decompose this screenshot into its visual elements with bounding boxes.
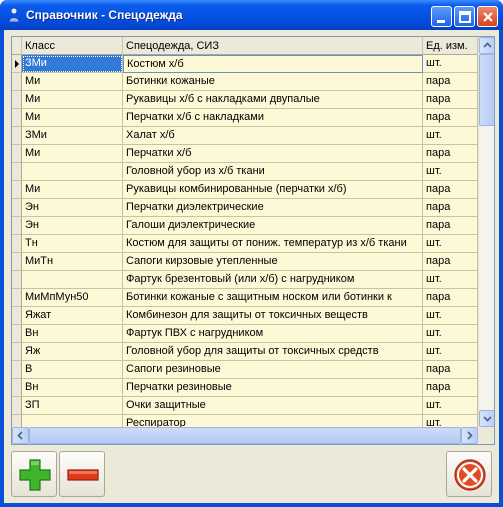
cell-class[interactable]: Ми bbox=[22, 73, 123, 91]
table-row[interactable] bbox=[12, 91, 478, 109]
cell-class[interactable]: Тн bbox=[22, 235, 123, 253]
data-grid[interactable] bbox=[11, 36, 495, 445]
cell-unit[interactable]: пара bbox=[423, 181, 478, 199]
cell-item[interactable]: Головной убор из х/б ткани bbox=[123, 163, 423, 181]
cell-class[interactable]: МиМпМун50 bbox=[22, 289, 123, 307]
cell-unit[interactable]: шт. bbox=[423, 307, 478, 325]
table-row[interactable] bbox=[12, 415, 478, 427]
remove-button[interactable] bbox=[59, 451, 105, 497]
scroll-right-button[interactable] bbox=[461, 427, 478, 444]
cell-unit[interactable]: пара bbox=[423, 361, 478, 379]
row-indicator[interactable] bbox=[12, 361, 22, 379]
cell-unit[interactable]: шт. bbox=[423, 55, 478, 73]
table-row[interactable] bbox=[12, 163, 478, 181]
cell-unit[interactable]: шт. bbox=[423, 415, 478, 427]
cell-item[interactable]: Фартук ПВХ с нагрудником bbox=[123, 325, 423, 343]
row-indicator[interactable] bbox=[12, 199, 22, 217]
row-indicator[interactable] bbox=[12, 307, 22, 325]
cell-item[interactable]: Сапоги кирзовые утепленные bbox=[123, 253, 423, 271]
cell-class[interactable]: Ми bbox=[22, 181, 123, 199]
row-indicator[interactable] bbox=[12, 325, 22, 343]
cell-item[interactable]: Головной убор для защиты от токсичных средств bbox=[123, 343, 423, 361]
add-button[interactable] bbox=[11, 451, 57, 497]
column-header-unit[interactable]: Ед. изм. bbox=[423, 37, 478, 55]
header-indicator-cell bbox=[12, 37, 22, 55]
cell-item[interactable]: Перчатки х/б bbox=[123, 145, 423, 163]
horizontal-scrollbar[interactable] bbox=[12, 427, 478, 444]
table-row[interactable] bbox=[12, 235, 478, 253]
minus-icon bbox=[65, 457, 101, 493]
cell-item[interactable]: Халат х/б bbox=[123, 127, 423, 145]
cell-item[interactable]: Комбинезон для защиты от токсичных веществ bbox=[123, 307, 423, 325]
table-row[interactable] bbox=[12, 217, 478, 235]
close-circle-icon bbox=[452, 457, 488, 493]
table-row[interactable] bbox=[12, 397, 478, 415]
table-row[interactable] bbox=[12, 361, 478, 379]
table-row[interactable] bbox=[12, 127, 478, 145]
cell-class[interactable]: Яж bbox=[22, 343, 123, 361]
cell-unit[interactable]: пара bbox=[423, 73, 478, 91]
close-icon bbox=[478, 7, 499, 28]
row-indicator[interactable] bbox=[12, 55, 22, 73]
table-row[interactable] bbox=[12, 145, 478, 163]
cell-class[interactable]: Вн bbox=[22, 325, 123, 343]
cell-item[interactable]: Респиратор bbox=[123, 415, 423, 427]
window-title: Справочник - Спецодежда bbox=[26, 8, 183, 22]
cell-class[interactable] bbox=[22, 271, 123, 289]
row-indicator[interactable] bbox=[12, 289, 22, 307]
grid-header bbox=[12, 37, 478, 55]
cell-unit[interactable]: шт. bbox=[423, 271, 478, 289]
row-indicator[interactable] bbox=[12, 397, 22, 415]
cell-class[interactable]: Вн bbox=[22, 379, 123, 397]
horizontal-scroll-thumb[interactable] bbox=[29, 427, 461, 444]
cell-unit[interactable]: пара bbox=[423, 109, 478, 127]
cell-class[interactable]: Ми bbox=[22, 109, 123, 127]
cell-class[interactable]: Эн bbox=[22, 199, 123, 217]
table-row[interactable] bbox=[12, 253, 478, 271]
cell-class[interactable] bbox=[22, 163, 123, 181]
table-row[interactable] bbox=[12, 181, 478, 199]
cell-class[interactable]: МиТн bbox=[22, 253, 123, 271]
cell-unit[interactable]: пара bbox=[423, 253, 478, 271]
cell-unit[interactable]: шт. bbox=[423, 127, 478, 145]
row-indicator[interactable] bbox=[12, 109, 22, 127]
cell-item[interactable]: Очки защитные bbox=[123, 397, 423, 415]
row-indicator[interactable] bbox=[12, 73, 22, 91]
close-window-button[interactable] bbox=[477, 6, 498, 27]
cell-unit[interactable]: шт. bbox=[423, 163, 478, 181]
cell-item[interactable]: Костюм для защиты от пониж. температур из х/б ткани bbox=[123, 235, 423, 253]
cell-unit[interactable]: пара bbox=[423, 91, 478, 109]
cell-class[interactable]: Ми bbox=[22, 145, 123, 163]
chevron-down-icon bbox=[480, 411, 495, 426]
row-indicator[interactable] bbox=[12, 91, 22, 109]
scroll-left-button[interactable] bbox=[12, 427, 29, 444]
table-row[interactable] bbox=[12, 109, 478, 127]
row-indicator[interactable] bbox=[12, 343, 22, 361]
row-indicator[interactable] bbox=[12, 145, 22, 163]
cell-unit[interactable]: пара bbox=[423, 217, 478, 235]
chevron-left-icon bbox=[13, 428, 28, 443]
vertical-scrollbar[interactable] bbox=[478, 37, 495, 427]
cell-item[interactable]: Фартук брезентовый (или х/б) с нагрудником bbox=[123, 271, 423, 289]
row-indicator[interactable] bbox=[12, 217, 22, 235]
row-indicator[interactable] bbox=[12, 181, 22, 199]
row-indicator[interactable] bbox=[12, 415, 22, 427]
cell-class[interactable]: ЗМи bbox=[22, 127, 123, 145]
cell-class[interactable]: ЗП bbox=[22, 397, 123, 415]
row-indicator[interactable] bbox=[12, 127, 22, 145]
table-row[interactable] bbox=[12, 199, 478, 217]
maximize-icon bbox=[455, 7, 476, 28]
table-row[interactable] bbox=[12, 307, 478, 325]
cell-item[interactable]: Галоши диэлектрические bbox=[123, 217, 423, 235]
grid-rows bbox=[12, 55, 478, 427]
table-row[interactable] bbox=[12, 289, 478, 307]
scrollbar-corner bbox=[478, 427, 495, 444]
minimize-icon bbox=[432, 7, 453, 28]
cell-unit[interactable]: пара bbox=[423, 145, 478, 163]
maximize-button[interactable] bbox=[454, 6, 475, 27]
cell-item[interactable]: Рукавицы комбинированные (перчатки х/б) bbox=[123, 181, 423, 199]
vertical-scroll-thumb[interactable] bbox=[479, 54, 495, 126]
cell-item[interactable]: Перчатки х/б с накладками bbox=[123, 109, 423, 127]
row-indicator[interactable] bbox=[12, 379, 22, 397]
cell-item[interactable]: Сапоги резиновые bbox=[123, 361, 423, 379]
table-row[interactable] bbox=[12, 55, 478, 73]
cancel-button[interactable] bbox=[446, 451, 492, 497]
row-indicator[interactable] bbox=[12, 271, 22, 289]
plus-icon bbox=[17, 457, 53, 493]
cell-class[interactable]: ЗМи bbox=[22, 55, 123, 73]
cell-unit[interactable]: шт. bbox=[423, 397, 478, 415]
cell-item[interactable]: Костюм х/б bbox=[123, 55, 423, 73]
cell-unit[interactable]: пара bbox=[423, 199, 478, 217]
scroll-down-button[interactable] bbox=[479, 410, 495, 427]
table-row[interactable] bbox=[12, 379, 478, 397]
cell-class[interactable]: Эн bbox=[22, 217, 123, 235]
title-bar[interactable] bbox=[0, 0, 503, 30]
cell-class[interactable]: Яжат bbox=[22, 307, 123, 325]
minimize-button[interactable] bbox=[431, 6, 452, 27]
person-icon bbox=[6, 7, 22, 23]
column-header-class[interactable]: Класс bbox=[22, 37, 123, 55]
cell-unit[interactable]: пара bbox=[423, 289, 478, 307]
table-row[interactable] bbox=[12, 343, 478, 361]
row-indicator[interactable] bbox=[12, 253, 22, 271]
cell-class[interactable] bbox=[22, 415, 123, 427]
table-row[interactable] bbox=[12, 271, 478, 289]
row-indicator[interactable] bbox=[12, 235, 22, 253]
cell-class[interactable]: Ми bbox=[22, 91, 123, 109]
chevron-right-icon bbox=[462, 428, 477, 443]
cell-unit[interactable]: шт. bbox=[423, 343, 478, 361]
table-row[interactable] bbox=[12, 73, 478, 91]
cell-item[interactable]: Перчатки диэлектрические bbox=[123, 199, 423, 217]
window-client-area bbox=[4, 30, 499, 503]
chevron-up-icon bbox=[480, 38, 495, 53]
cell-unit[interactable]: пара bbox=[423, 379, 478, 397]
column-header-item[interactable]: Спецодежда, СИЗ bbox=[123, 37, 423, 55]
cell-item[interactable]: Ботинки кожаные с защитным носком или ботинки к bbox=[123, 289, 423, 307]
cell-item[interactable]: Ботинки кожаные bbox=[123, 73, 423, 91]
current-row-arrow-icon bbox=[15, 60, 19, 68]
cell-unit[interactable]: шт. bbox=[423, 325, 478, 343]
cell-item[interactable]: Рукавицы х/б с накладками двупалые bbox=[123, 91, 423, 109]
table-row[interactable] bbox=[12, 325, 478, 343]
scroll-up-button[interactable] bbox=[479, 37, 495, 54]
cell-item[interactable]: Перчатки резиновые bbox=[123, 379, 423, 397]
cell-class[interactable]: В bbox=[22, 361, 123, 379]
row-indicator[interactable] bbox=[12, 163, 22, 181]
cell-unit[interactable]: шт. bbox=[423, 235, 478, 253]
